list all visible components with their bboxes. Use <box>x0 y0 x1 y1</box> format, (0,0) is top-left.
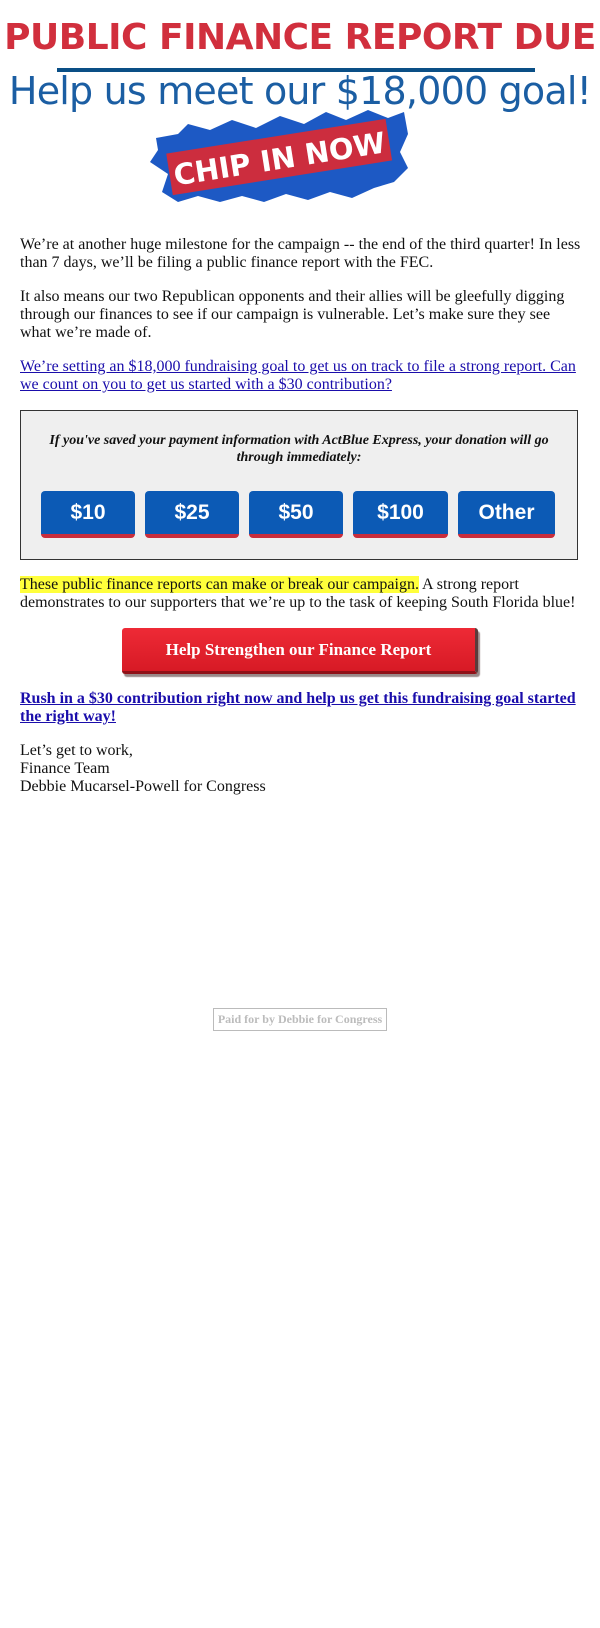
donate-50-button[interactable]: $50 <box>249 491 343 538</box>
signoff-team: Finance Team <box>20 760 110 777</box>
goal-paragraph <box>20 358 582 394</box>
signoff-line: Let’s get to work, <box>20 742 133 759</box>
donate-100-button[interactable]: $100 <box>353 491 448 538</box>
actblue-express-note: If you've saved your payment information with ActBlue Express, your donation will go through immediately: <box>49 433 549 465</box>
donate-25-button[interactable]: $25 <box>145 491 239 538</box>
rush-paragraph <box>20 690 582 726</box>
banner-headline: PUBLIC FINANCE REPORT DUE <box>4 17 596 58</box>
opponents-paragraph: It also means our two Republican opponents and their allies will be gleefully digging through our finances to see if our campaign is vulnerable. Let’s make sure they see what we’re made of. <box>20 288 565 341</box>
intro-paragraph: We’re at another huge milestone for the campaign -- the end of the third quarter! In less than 7 days, we’ll be filing a public finance report with the FEC. <box>20 236 581 271</box>
goal-link[interactable]: We’re setting an $18,000 fundraising goal to get us on track to file a strong report. Can we count on you to get us started with a $30 contribution? <box>20 358 576 393</box>
donate-other-button[interactable]: Other <box>458 491 555 538</box>
header-banner[interactable] <box>0 0 600 215</box>
finance-report-paragraph <box>20 576 582 612</box>
donate-10-button[interactable]: $10 <box>41 491 135 538</box>
chip-in-label: CHIP IN NOW <box>171 125 388 193</box>
signature-block <box>20 742 582 796</box>
paragraph-rest: A strong report demonstrates to our supporters that we’re up to the task of keeping South Florida blue! <box>20 576 576 611</box>
rush-contribution-link[interactable]: Rush in a $30 contribution right now and help us get this fundraising goal started the right way! <box>20 690 576 725</box>
signoff-campaign: Debbie Mucarsel-Powell for Congress <box>20 778 266 795</box>
strengthen-report-button[interactable]: Help Strengthen our Finance Report <box>122 628 478 674</box>
donation-box <box>20 410 578 560</box>
banner-subhead: Help us meet our $18,000 goal! <box>8 69 592 113</box>
paid-for-disclaimer: Paid for by Debbie for Congress <box>213 1008 387 1031</box>
highlighted-text: These public finance reports can make or break our campaign. <box>20 576 419 593</box>
chip-in-now-button[interactable] <box>148 108 410 204</box>
